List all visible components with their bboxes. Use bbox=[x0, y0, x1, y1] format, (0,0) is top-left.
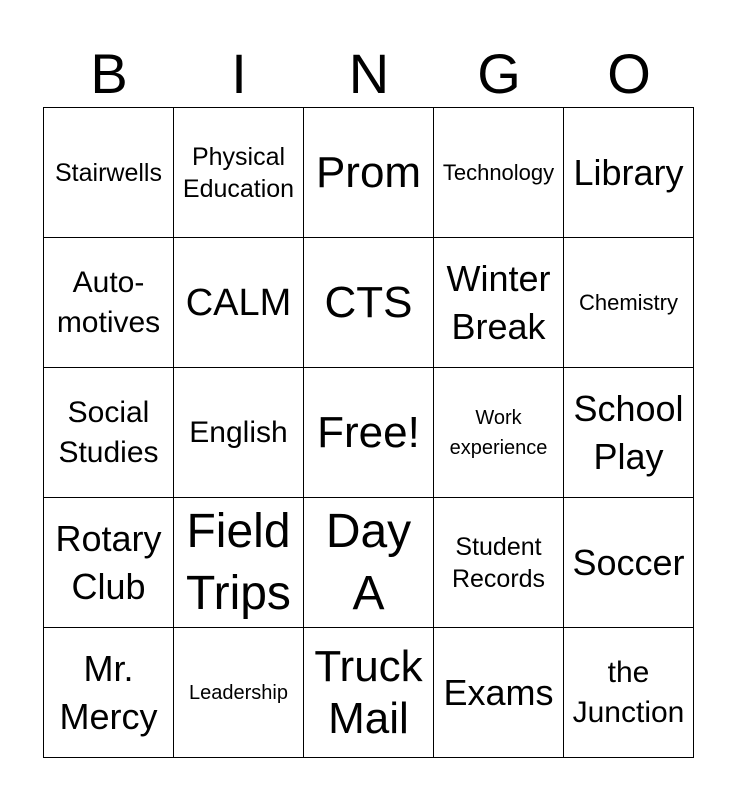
cell-label: Day A bbox=[325, 504, 412, 620]
bingo-cell[interactable] bbox=[44, 628, 174, 758]
cell-label: Rotary Club bbox=[55, 517, 162, 607]
cell-label: School Play bbox=[573, 387, 684, 477]
bingo-cell[interactable] bbox=[44, 368, 174, 498]
bingo-cell[interactable] bbox=[564, 238, 694, 368]
bingo-board bbox=[43, 107, 694, 758]
bingo-cell[interactable] bbox=[44, 238, 174, 368]
bingo-cell[interactable] bbox=[304, 108, 434, 238]
header-letter-i: I bbox=[231, 42, 247, 105]
cell-label: CALM bbox=[185, 281, 292, 324]
bingo-cell[interactable] bbox=[304, 498, 434, 628]
cell-label: Chemistry bbox=[578, 289, 678, 315]
free-space-cell[interactable] bbox=[304, 368, 434, 498]
bingo-cell[interactable] bbox=[434, 498, 564, 628]
cell-label: Exams bbox=[443, 671, 554, 713]
cell-label: CTS bbox=[324, 277, 413, 327]
bingo-cell[interactable] bbox=[434, 238, 564, 368]
bingo-cell[interactable] bbox=[564, 368, 694, 498]
cell-label: Mr. Mercy bbox=[59, 647, 158, 737]
cell-label: Prom bbox=[315, 147, 422, 197]
cell-label: Field Trips bbox=[186, 504, 291, 620]
bingo-cell[interactable] bbox=[564, 108, 694, 238]
cell-label: Library bbox=[573, 151, 684, 193]
cell-label: Technology bbox=[442, 159, 555, 185]
cell-label: Student Records bbox=[451, 532, 546, 593]
header-letter-n: N bbox=[348, 42, 390, 105]
header-letter-b: B bbox=[90, 42, 128, 105]
bingo-cell[interactable] bbox=[174, 628, 304, 758]
cell-label: Free! bbox=[317, 407, 420, 457]
cell-label: English bbox=[189, 415, 288, 449]
bingo-cell[interactable] bbox=[174, 498, 304, 628]
bingo-cell[interactable] bbox=[434, 628, 564, 758]
bingo-cell[interactable] bbox=[304, 238, 434, 368]
header-letter-g: G bbox=[477, 42, 521, 105]
cell-label: Auto- motives bbox=[56, 265, 161, 339]
bingo-cell[interactable] bbox=[434, 108, 564, 238]
bingo-cell[interactable] bbox=[44, 498, 174, 628]
cell-label: Soccer bbox=[572, 541, 685, 583]
bingo-cell[interactable] bbox=[174, 238, 304, 368]
bingo-header bbox=[44, 40, 694, 108]
cell-label: Social Studies bbox=[58, 395, 159, 469]
bingo-cell[interactable] bbox=[304, 628, 434, 758]
bingo-cell[interactable] bbox=[564, 498, 694, 628]
cell-label: Winter Break bbox=[446, 257, 551, 347]
bingo-cell[interactable] bbox=[174, 368, 304, 498]
bingo-cell[interactable] bbox=[174, 108, 304, 238]
cell-label: Work experience bbox=[449, 406, 548, 459]
cell-label: the Junction bbox=[572, 655, 685, 729]
cell-label: Truck Mail bbox=[314, 641, 423, 743]
bingo-cell[interactable] bbox=[434, 368, 564, 498]
header-letter-o: O bbox=[607, 42, 651, 105]
cell-label: Stairwells bbox=[55, 158, 162, 187]
bingo-cell[interactable] bbox=[44, 108, 174, 238]
cell-label: Physical Education bbox=[182, 142, 295, 203]
bingo-cell[interactable] bbox=[564, 628, 694, 758]
cell-label: Leadership bbox=[189, 681, 288, 704]
